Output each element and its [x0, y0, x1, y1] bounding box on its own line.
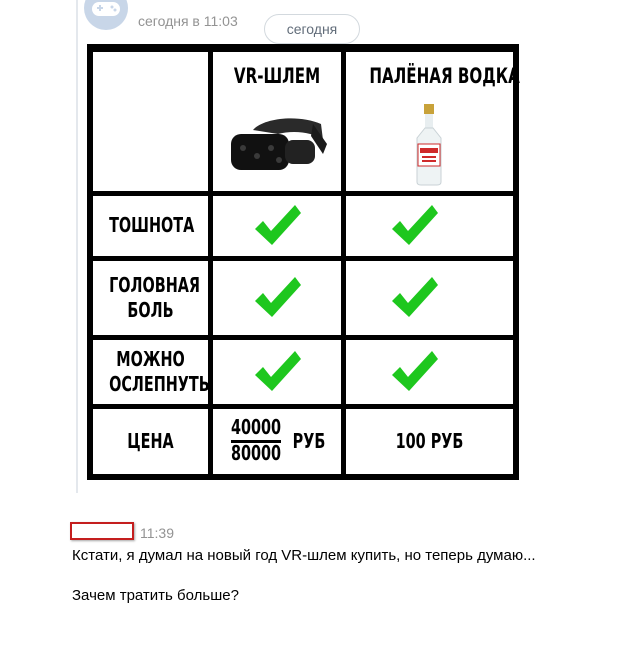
meme-empty-corner-cell [93, 52, 208, 191]
message-time[interactable]: 11:39 [140, 525, 174, 541]
meme-vr-price-unit: РУБ [292, 429, 326, 453]
meme-header-vr-label: VR-ШЛЕМ [233, 64, 321, 88]
meme-price-label-cell [93, 409, 208, 474]
meme-header-vr [213, 52, 341, 191]
meme-vr-price-high: 80000 [230, 441, 282, 465]
meme-vodka-cell [346, 261, 513, 335]
meme-vodka-price: 100 РУБ [395, 429, 464, 453]
redacted-author-name[interactable] [70, 522, 134, 540]
meme-row-label-line: ТОШНОТА [109, 213, 195, 237]
meme-row-label-line: ОСЛЕПНУТЬ [109, 372, 210, 396]
meme-vr-cell [213, 196, 341, 256]
green-check-icon [251, 349, 303, 395]
meme-vodka-price-cell [346, 409, 513, 474]
message-line: Зачем тратить больше? [72, 587, 239, 604]
green-check-icon [251, 203, 303, 249]
meme-vr-cell [213, 340, 341, 404]
meme-row-label-line: БОЛЬ [127, 298, 174, 322]
meme-vr-cell [213, 261, 341, 335]
green-check-icon [251, 275, 303, 321]
vodka-bottle-icon [409, 104, 449, 186]
meme-row-label-cell [93, 196, 208, 256]
meme-price-label: ЦЕНА [127, 429, 174, 453]
green-check-icon [388, 275, 440, 321]
meme-vodka-cell [346, 196, 513, 256]
forwarded-message-border [76, 0, 78, 493]
meme-row-label-cell [93, 340, 208, 404]
meme-image[interactable] [87, 44, 519, 480]
green-check-icon [388, 349, 440, 395]
meme-row-label-line: МОЖНО [116, 347, 185, 371]
message-line: Кстати, я думал на новый год VR-шлем купить, но теперь думаю... [72, 547, 536, 564]
forwarded-message-time[interactable]: сегодня в 11:03 [138, 13, 238, 29]
vr-headset-icon [223, 110, 333, 180]
meme-vr-price-low: 40000 [230, 415, 282, 439]
meme-row-label-cell [93, 261, 208, 335]
meme-vodka-cell [346, 340, 513, 404]
meme-header-vodka [346, 52, 520, 191]
message-text [72, 545, 592, 607]
meme-row-label-line: ГОЛОВНАЯ [109, 273, 200, 297]
green-check-icon [388, 203, 440, 249]
date-separator-pill[interactable]: сегодня [264, 14, 360, 44]
meme-vr-price-cell [213, 409, 341, 474]
gamepad-avatar-icon[interactable] [84, 0, 128, 30]
meme-header-vodka-label: ПАЛЁНАЯ ВОДКА [369, 64, 520, 88]
